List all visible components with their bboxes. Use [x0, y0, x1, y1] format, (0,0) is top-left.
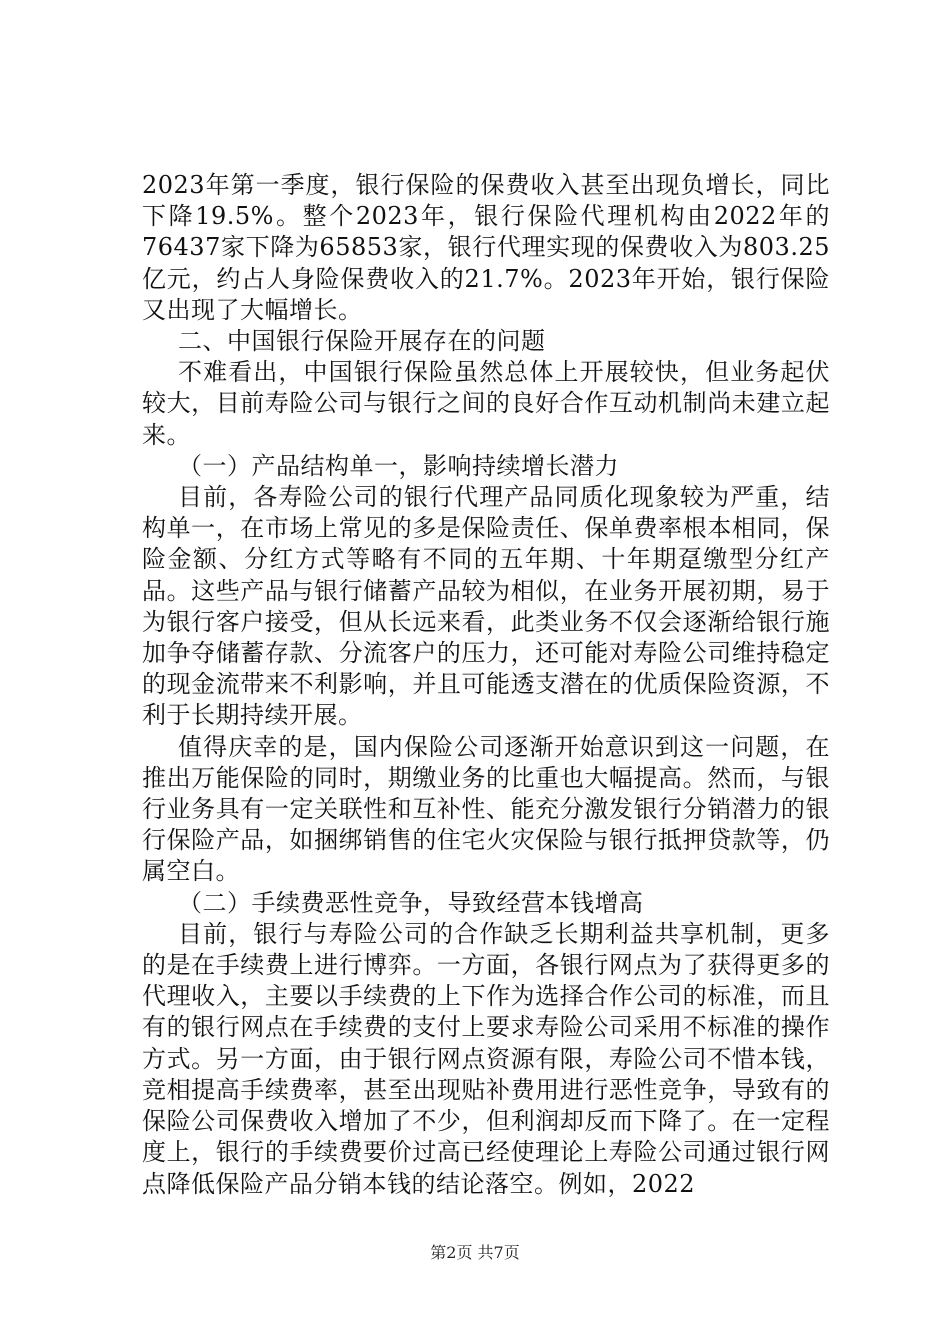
body-paragraph-1: 2023年第一季度，银行保险的保费收入甚至出现负增长，同比下降19.5%。整个2023年，银行保险代理机构由2022年的76437家下降为65853家，银行代理实现的保费收入为803.25亿元，约占人身险保费收入的21.7%。2023年开始，银行保险又出现了大幅增长。: [142, 171, 830, 324]
body-paragraph-4: 值得庆幸的是，国内保险公司逐渐开始意识到这一问题，在推出万能保险的同时，期缴业务的比重也大幅提高。然而，与银行业务具有一定关联性和互补性、能充分激发银行分销潜力的银行保险产品，如捆绑销售的住宅火灾保险与银行抵押贷款等，仍属空白。: [142, 732, 830, 886]
subsection-heading-2: （二）手续费恶性竞争，导致经营本钱增高: [178, 888, 644, 917]
body-paragraph-2: 不难看出，中国银行保险虽然总体上开展较快，但业务起伏较大，目前寿险公司与银行之间的良好合作互动机制尚未建立起来。: [142, 358, 830, 449]
subsection-heading-1: （一）产品结构单一，影响持续增长潜力: [178, 451, 619, 480]
section-heading: 二、中国银行保险开展存在的问题: [178, 327, 546, 356]
body-paragraph-3: 目前，各寿险公司的银行代理产品同质化现象较为严重，结构单一，在市场上常见的多是保险责任、保单费率根本相同，保险金额、分红方式等略有不同的五年期、十年期趸缴型分红产品。这些产品与银行储蓄产品较为相似，在业务开展初期，易于为银行客户接受，但从长远来看，此类业务不仅会逐渐给银行施加争夺储蓄存款、分流客户的压力，还可能对寿险公司维持稳定的现金流带来不利影响，并且可能透支潜在的优质保险资源，不利于长期持续开展。: [142, 483, 830, 730]
document-body: [142, 170, 830, 1200]
page-number-footer: 第2页 共7页: [430, 1243, 520, 1262]
body-paragraph-5: 目前，银行与寿险公司的合作缺乏长期利益共享机制，更多的是在手续费上进行博弈。一方面，各银行网点为了获得更多的代理收入，主要以手续费的上下作为选择合作公司的标准，而且有的银行网点在手续费的支付上要求寿险公司采用不标准的操作方式。另一方面，由于银行网点资源有限，寿险公司不惜本钱，竞相提高手续费率，甚至出现贴补费用进行恶性竞争，导致有的保险公司保费收入增加了不少，但利润却反而下降了。在一定程度上，银行的手续费要价过高已经使理论上寿险公司通过银行网点降低保险产品分销本钱的结论落空。例如，2022: [142, 919, 830, 1198]
